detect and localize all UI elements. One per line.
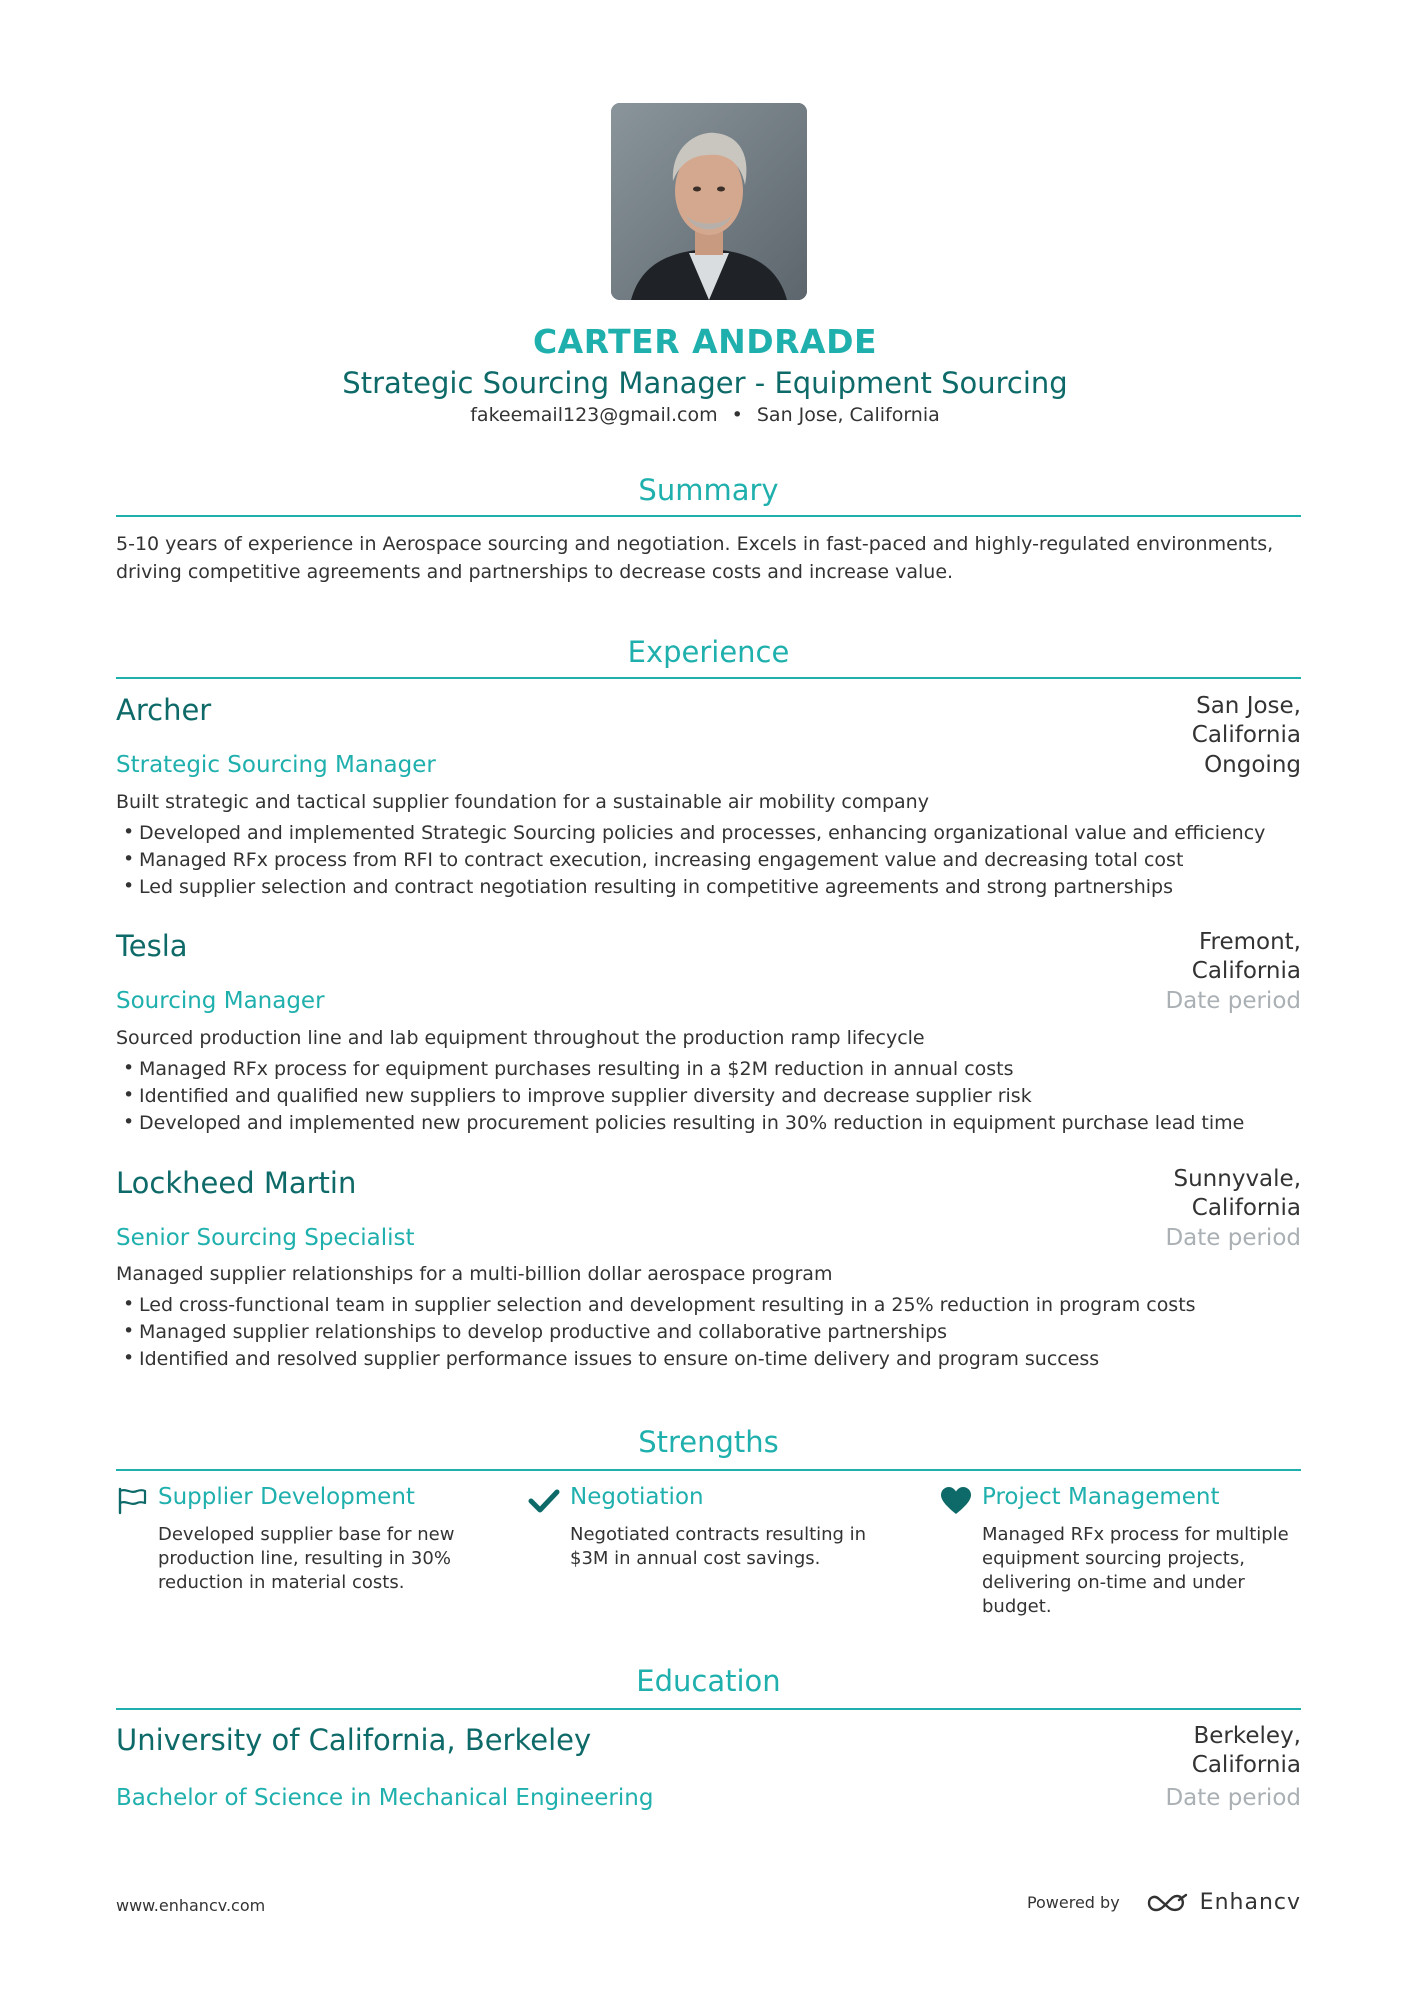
job-location <box>1101 928 1301 986</box>
job-bullet: • Developed and implemented Strategic Sourcing policies and processes, enhancing organizational value and efficiency <box>116 820 1301 847</box>
candidate-name: CARTER ANDRADE <box>532 322 878 361</box>
powered-by-label: Powered by <box>1026 1893 1120 1912</box>
enhancv-logo-icon[interactable] <box>1146 1891 1190 1915</box>
heart-icon <box>940 1486 972 1516</box>
footer-branding <box>1027 1890 1301 1915</box>
job-bullet: • Identified and qualified new suppliers to improve supplier diversity and decrease supplier risk <box>116 1083 1301 1110</box>
job-location-line1: Fremont, <box>1198 929 1301 955</box>
job-bullets <box>116 1292 1301 1373</box>
profile-photo-image <box>611 103 807 300</box>
strength-description: Developed supplier base for new production line, resulting in 30% reduction in material costs. <box>158 1524 455 1593</box>
job-period: Ongoing <box>1204 752 1301 778</box>
location: San Jose, California <box>756 404 940 426</box>
profile-photo <box>611 103 807 300</box>
strength-title: Supplier Development <box>158 1484 415 1510</box>
candidate-title: Strategic Sourcing Manager - Equipment Sourcing <box>342 366 1068 400</box>
strength-description: Negotiated contracts resulting in $3M in annual cost savings. <box>570 1524 867 1569</box>
job-bullet: • Developed and implemented new procurement policies resulting in 30% reduction in equipment purchase lead time <box>116 1110 1301 1137</box>
contact-line <box>0 404 1410 426</box>
job-bullets <box>116 1056 1301 1137</box>
section-divider <box>116 1469 1301 1471</box>
education-location-line1: Berkeley, <box>1193 1723 1301 1749</box>
job-period: Date period <box>1165 1225 1301 1251</box>
job-company: Lockheed Martin <box>116 1166 357 1200</box>
job-period: Date period <box>1165 988 1301 1014</box>
job-description: Sourced production line and lab equipment throughout the production ramp lifecycle <box>116 1027 925 1049</box>
section-heading-strengths: Strengths <box>638 1425 779 1459</box>
check-icon <box>528 1486 560 1516</box>
education-location-line2: California <box>1191 1752 1301 1778</box>
job-location <box>1101 692 1301 750</box>
strength-description: Managed RFx process for multiple equipment sourcing projects, delivering on-time and under budget. <box>982 1524 1289 1617</box>
brand-name[interactable]: Enhancv <box>1199 1890 1301 1915</box>
contact-separator: • <box>731 404 743 426</box>
job-role: Sourcing Manager <box>116 988 325 1014</box>
footer-website[interactable]: www.enhancv.com <box>116 1896 266 1915</box>
job-location-line2: California <box>1191 1195 1301 1221</box>
section-divider <box>116 515 1301 517</box>
flag-icon <box>116 1486 148 1516</box>
job-company: Tesla <box>116 929 188 963</box>
job-location-line1: Sunnyvale, <box>1173 1166 1301 1192</box>
job-location <box>1101 1165 1301 1223</box>
education-school: University of California, Berkeley <box>116 1723 592 1757</box>
strength-title: Negotiation <box>570 1484 704 1510</box>
job-bullet: • Led cross-functional team in supplier selection and development resulting in a 25% reduction in program costs <box>116 1292 1301 1319</box>
section-divider <box>116 677 1301 679</box>
job-location-line2: California <box>1191 722 1301 748</box>
job-description: Managed supplier relationships for a multi-billion dollar aerospace program <box>116 1263 833 1285</box>
job-location-line1: San Jose, <box>1196 693 1301 719</box>
section-heading-education: Education <box>636 1664 781 1698</box>
section-heading-experience: Experience <box>627 635 790 669</box>
email[interactable]: fakeemail123@gmail.com <box>470 404 718 426</box>
education-location <box>1101 1722 1301 1780</box>
summary-text: 5-10 years of experience in Aerospace sourcing and negotiation. Excels in fast-paced and highly-regulated environments, driving competitive agreements and partnerships to decrease costs and increase value. <box>116 533 1274 583</box>
job-description: Built strategic and tactical supplier foundation for a sustainable air mobility company <box>116 791 929 813</box>
section-divider <box>116 1708 1301 1710</box>
job-role: Strategic Sourcing Manager <box>116 752 436 778</box>
education-period: Date period <box>1165 1785 1301 1811</box>
job-location-line2: California <box>1191 958 1301 984</box>
job-bullet: • Identified and resolved supplier performance issues to ensure on-time delivery and program success <box>116 1346 1301 1373</box>
job-company: Archer <box>116 693 212 727</box>
section-heading-summary: Summary <box>638 473 779 507</box>
job-bullet: • Led supplier selection and contract negotiation resulting in competitive agreements and strong partnerships <box>116 874 1301 901</box>
job-role: Senior Sourcing Specialist <box>116 1225 415 1251</box>
job-bullet: • Managed supplier relationships to develop productive and collaborative partnerships <box>116 1319 1301 1346</box>
job-bullet: • Managed RFx process from RFI to contract execution, increasing engagement value and decreasing total cost <box>116 847 1301 874</box>
education-degree: Bachelor of Science in Mechanical Engineering <box>116 1785 654 1811</box>
job-bullet: • Managed RFx process for equipment purchases resulting in a $2M reduction in annual costs <box>116 1056 1301 1083</box>
job-bullets <box>116 820 1301 901</box>
strength-title: Project Management <box>982 1484 1220 1510</box>
